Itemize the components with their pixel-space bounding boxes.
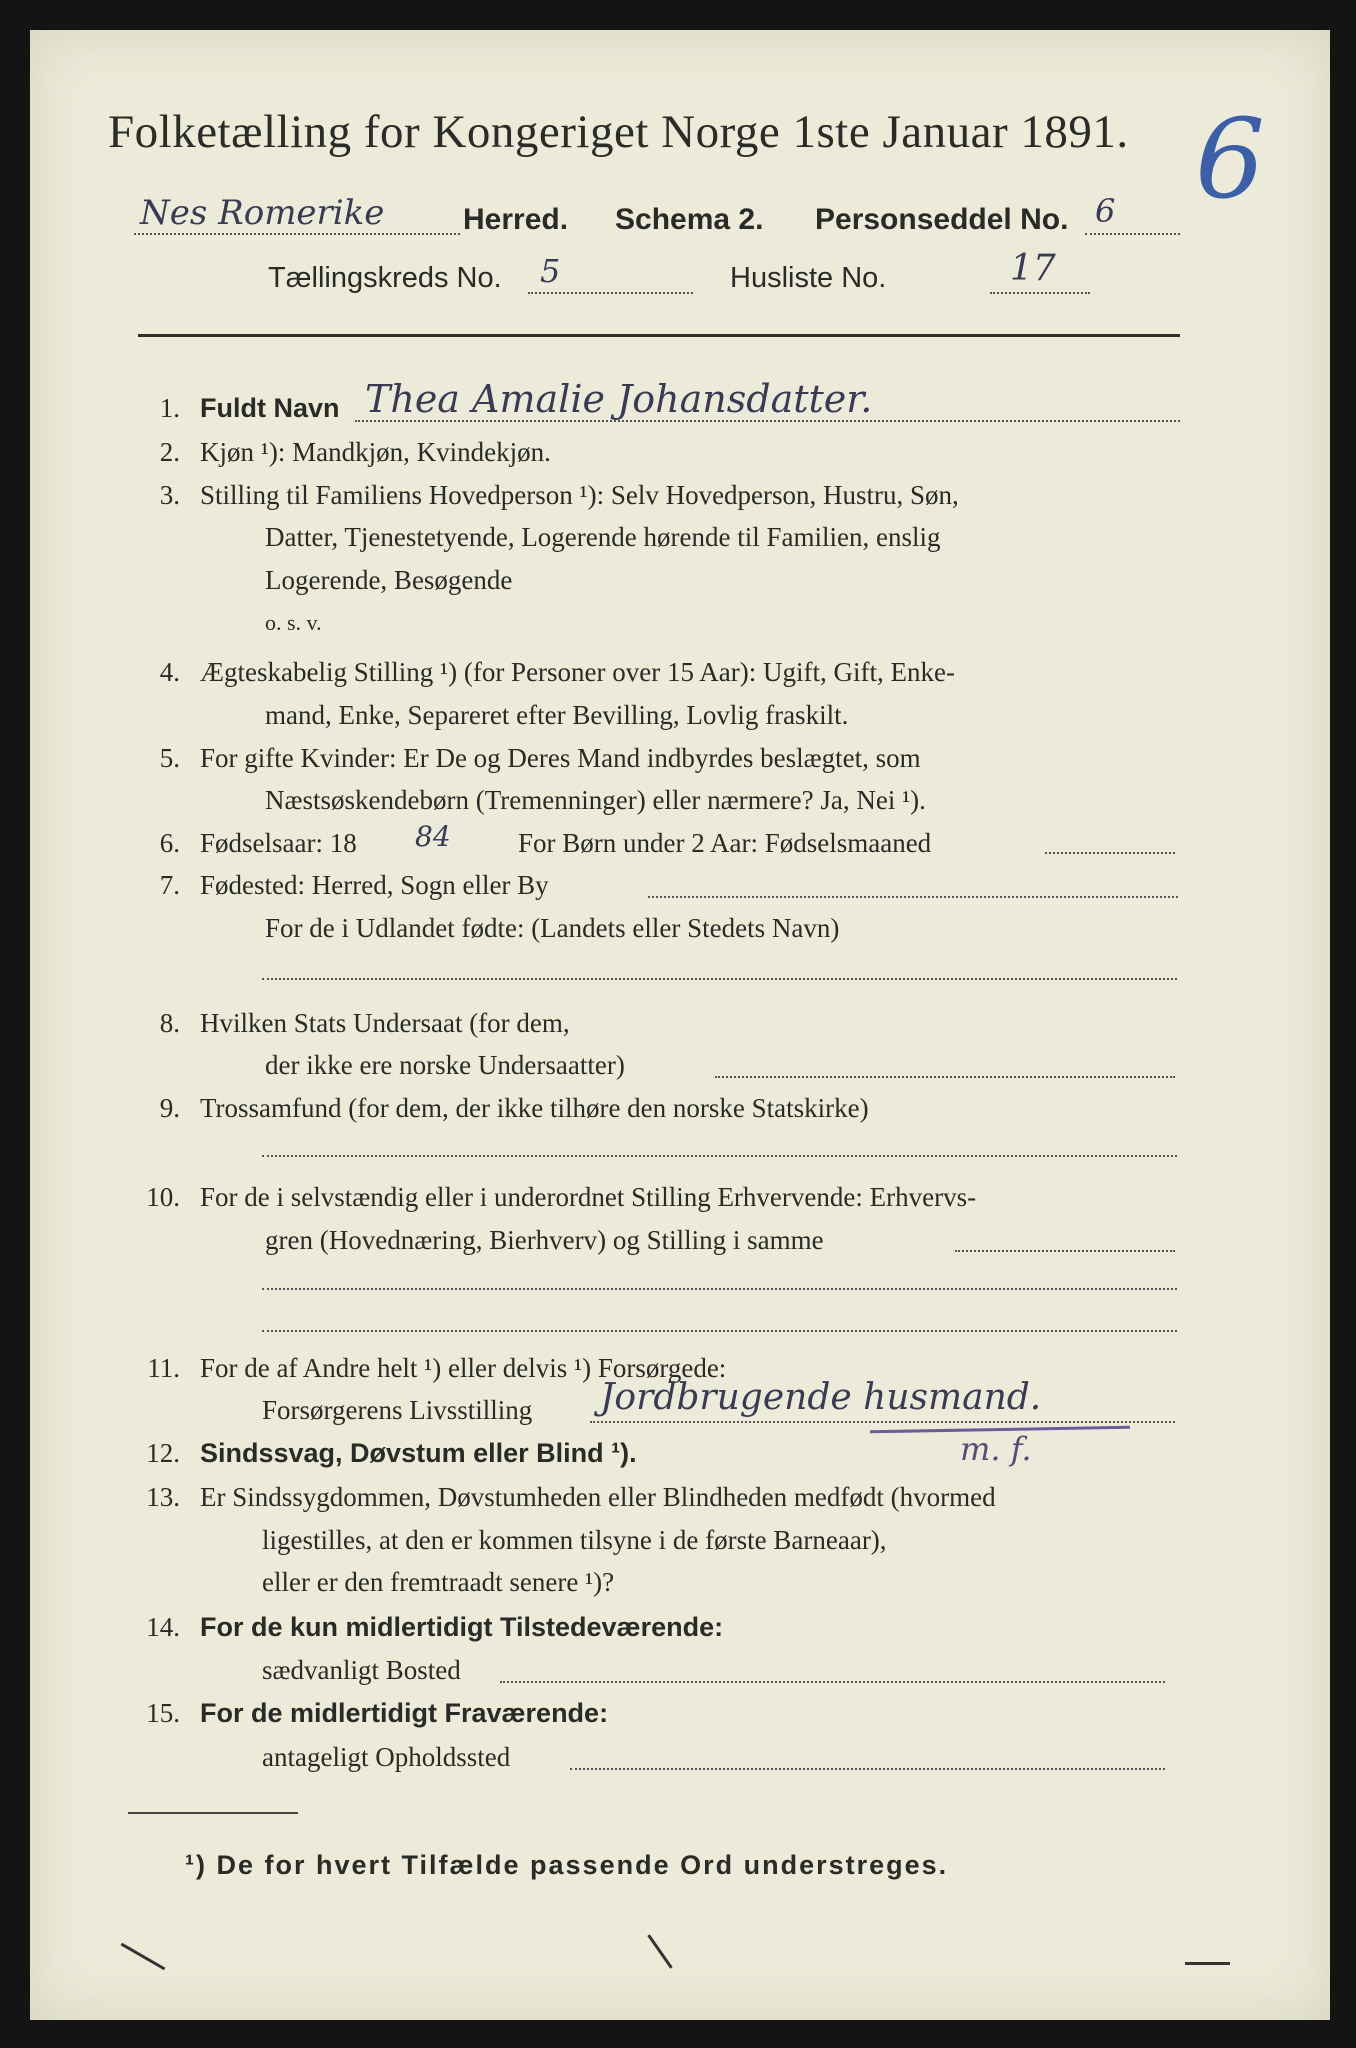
item-text: Sindssvag, Døvstum eller Blind ¹).	[200, 1438, 637, 1468]
item-text: sædvanligt Bosted	[262, 1655, 461, 1685]
personseddel-line	[1085, 233, 1180, 235]
item-text: mand, Enke, Separeret efter Bevilling, Lovlig fraskilt.	[265, 700, 849, 730]
item-text: Fødested: Herred, Sogn eller By	[200, 870, 549, 900]
item-text: Datter, Tjenestetyende, Logerende hørende til Familien, enslig	[265, 522, 941, 552]
form-title: Folketælling for Kongeriget Norge 1ste Januar 1891.	[108, 106, 1129, 158]
item-text: For de i Udlandet fødte: (Landets eller Stedets Navn)	[265, 913, 840, 943]
answer-line	[590, 1421, 1175, 1423]
item-text: Kjøn ¹): Mandkjøn, Kvindekjøn.	[200, 437, 551, 467]
item-text: Er Sindssygdommen, Døvstumheden eller Blindheden medfødt (hvormed	[200, 1482, 996, 1512]
item-number: 7.	[159, 870, 180, 900]
item-number: 6.	[159, 828, 180, 858]
item-text: der ikke ere norske Undersaatter)	[265, 1050, 625, 1080]
schema-label: Schema 2.	[615, 203, 764, 236]
item-text: For de midlertidigt Fraværende:	[200, 1698, 609, 1728]
item-text: Næstsøskendebørn (Tremenninger) eller nærmere? Ja, Nei ¹).	[265, 785, 926, 815]
answer-line	[262, 978, 1177, 980]
item-text: Forsørgerens Livsstilling	[262, 1395, 533, 1425]
husliste-label: Husliste No.	[730, 262, 887, 294]
item-text: Fuldt Navn	[200, 393, 340, 423]
item-text: For gifte Kvinder: Er De og Deres Mand indbyrdes beslægtet, som	[200, 743, 921, 773]
item-text: For Børn under 2 Aar: Fødselsmaaned	[518, 828, 932, 858]
answer-line	[262, 1330, 1177, 1332]
item-answer: Thea Amalie Johansdatter.	[365, 377, 873, 421]
item-number: 5.	[159, 743, 180, 773]
husliste-value: 17	[1010, 248, 1056, 289]
item-text: o. s. v.	[265, 610, 322, 635]
item-number: 15.	[146, 1698, 180, 1728]
husliste-line	[990, 292, 1090, 294]
answer-line	[955, 1250, 1175, 1252]
herred-handwritten: Nes Romerike	[140, 193, 385, 233]
item-number: 13.	[146, 1482, 180, 1512]
answer-line	[355, 420, 1180, 422]
item-answer: Jordbrugende husmand.	[600, 1377, 1042, 1418]
item-number: 8.	[159, 1008, 180, 1038]
kreds-label: Tællingskreds No.	[268, 262, 502, 294]
kreds-line	[528, 292, 693, 294]
answer-line	[570, 1768, 1165, 1770]
item-text: For de kun midlertidigt Tilstedeværende:	[200, 1612, 724, 1642]
item-text: Fødselsaar: 18	[200, 828, 357, 858]
item-number: 9.	[159, 1093, 180, 1123]
answer-line	[1045, 852, 1175, 854]
item-text: Stilling til Familiens Hovedperson ¹): Selv Hovedperson, Hustru, Søn,	[200, 480, 959, 510]
item-text: Logerende, Besøgende	[265, 565, 513, 595]
footnote-rule	[128, 1812, 298, 1814]
herred-label: Herred.	[463, 203, 569, 236]
scan-mark	[1185, 1962, 1230, 1965]
item-text: eller er den fremtraadt senere ¹)?	[262, 1567, 615, 1597]
item-number: 4.	[159, 657, 180, 687]
personseddel-label: Personseddel No.	[815, 203, 1069, 236]
herred-line	[134, 233, 460, 235]
item-text: Trossamfund (for dem, der ikke tilhøre den norske Statskirke)	[200, 1093, 869, 1123]
item-text: antageligt Opholdssted	[262, 1742, 511, 1772]
item-number: 12.	[146, 1438, 180, 1468]
kreds-value: 5	[540, 252, 561, 290]
item-answer: 84	[415, 820, 451, 853]
answer-line	[262, 1288, 1177, 1290]
item-text: gren (Hovednæring, Bierhverv) og Stilling i samme	[265, 1225, 824, 1255]
item-number: 2.	[159, 437, 180, 467]
item-number: 3.	[159, 480, 180, 510]
big-handwritten-number: 6	[1195, 95, 1265, 223]
header-rule	[138, 334, 1180, 337]
personseddel-value: 6	[1095, 192, 1116, 230]
item-answer: m. f.	[960, 1430, 1032, 1468]
item-number: 11.	[147, 1353, 180, 1383]
footnote: ¹) De for hvert Tilfælde passende Ord understreges.	[185, 1850, 949, 1880]
item-number: 14.	[146, 1612, 180, 1642]
item-text: Hvilken Stats Undersaat (for dem,	[200, 1008, 570, 1038]
item-number: 10.	[146, 1182, 180, 1212]
item-text: Ægteskabelig Stilling ¹) (for Personer over 15 Aar): Ugift, Gift, Enke-	[200, 657, 955, 687]
answer-line	[262, 1155, 1177, 1157]
item-text: For de i selvstændig eller i underordnet Stilling Erhvervende: Erhvervs-	[200, 1182, 977, 1212]
item-number: 1.	[159, 393, 180, 423]
item-text: ligestilles, at den er kommen tilsyne i de første Barneaar),	[262, 1525, 887, 1555]
answer-line	[715, 1076, 1175, 1078]
answer-line	[648, 896, 1178, 898]
answer-line	[500, 1681, 1165, 1683]
item-text: For de af Andre helt ¹) eller delvis ¹) Forsørgede:	[200, 1353, 727, 1383]
